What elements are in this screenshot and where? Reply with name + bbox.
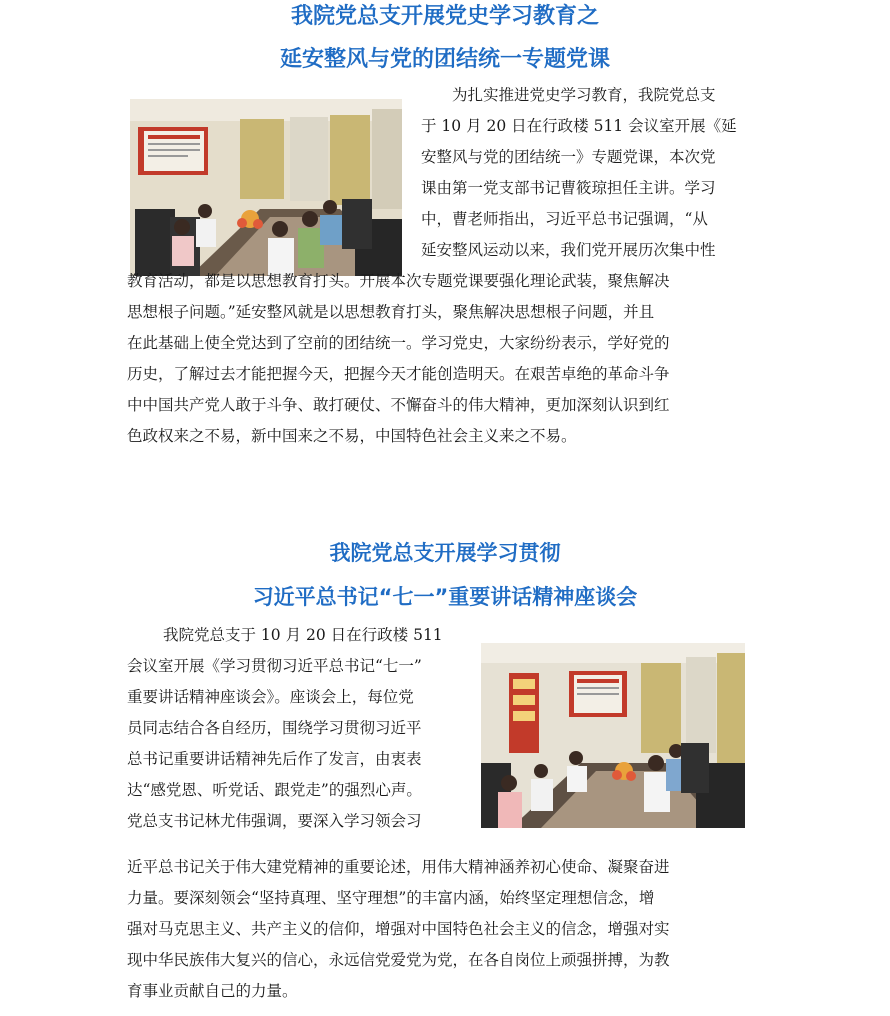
article2-line: 总书记重要讲话精神先后作了发言，由衷表	[127, 750, 422, 768]
article2-line: 育事业贡献自己的力量。	[127, 982, 298, 1000]
article2-line: 现中华民族伟大复兴的信心，永远信党爱党为党，在各自岗位上顽强拼搏，为教	[127, 951, 670, 969]
article1-line: 课由第一党支部书记曹筱琼担任主讲。学习	[421, 179, 716, 197]
article2-line: 会议室开展《学习贯彻习近平总书记“七一”	[127, 657, 422, 675]
article2-line: 强对马克思主义、共产主义的信仰，增强对中国特色社会主义的信念，增强对实	[127, 920, 670, 938]
article1-full-lines	[127, 266, 755, 452]
article2-line: 力量。要深刻领会“坚持真理、坚守理想”的丰富内涵，始终坚定理想信念，增	[127, 889, 655, 907]
article2-title-line1: 我院党总支开展学习贯彻	[329, 541, 561, 565]
article1-line: 中，曹老师指出，习近平总书记强调，“从	[421, 210, 708, 228]
article2-line: 员同志结合各自经历，围绕学习贯彻习近平	[127, 719, 422, 737]
article2-line: 达“感党恩、听党话、跟党走”的强烈心声。	[127, 781, 422, 799]
article2-line: 党总支书记林尤伟强调，要深入学习领会习	[127, 812, 422, 830]
article1-line: 思想根子问题。”延安整风就是以思想教育打头，聚焦解决思想根子问题，并且	[127, 303, 655, 321]
article1-title-line1: 我院党总支开展党史学习教育之	[290, 4, 599, 29]
article1-line: 在此基础上使全党达到了空前的团结统一。学习党史，大家纷纷表示，学好党的	[127, 334, 670, 352]
article2-wrap-lines	[127, 620, 467, 837]
article1-paragraph-wrap	[421, 80, 753, 111]
article1-line: 历史，了解过去才能把握今天，把握今天才能创造明天。在艰苦卓绝的革命斗争	[127, 365, 670, 383]
article1-line: 于 10 月 20 日在行政楼 511 会议室开展《延	[421, 117, 737, 135]
article1-line: 为扎实推进党史学习教育，我院党总支	[452, 86, 716, 104]
article2-meeting-photo	[481, 643, 745, 828]
article2-full-lines	[127, 852, 755, 1007]
article1-line: 色政权来之不易，新中国来之不易，中国特色社会主义来之不易。	[127, 427, 577, 445]
article1-meeting-photo	[130, 99, 402, 276]
article1-line: 中中国共产党人敢于斗争、敢打硬仗、不懈奋斗的伟大精神，更加深刻认识到红	[127, 396, 670, 414]
article2-line: 我院党总支于 10 月 20 日在行政楼 511	[163, 626, 443, 644]
article2-line: 重要讲话精神座谈会》。座谈会上，每位党	[127, 688, 414, 706]
article1-line: 延安整风运动以来，我们党开展历次集中性	[421, 241, 716, 259]
article1-title-line2: 延安整风与党的团结统一专题党课	[279, 47, 610, 72]
article1-line: 教育活动，都是以思想教育打头。开展本次专题党课要强化理论武装，聚焦解决	[127, 272, 670, 290]
article2-line: 近平总书记关于伟大建党精神的重要论述，用伟大精神涵养初心使命、凝聚奋进	[127, 858, 670, 876]
article1-wrap-lines	[421, 111, 753, 266]
article1-line: 安整风与党的团结统一》专题党课，本次党	[421, 148, 716, 166]
article2-title-line2: 习近平总书记“七一”重要讲话精神座谈会	[252, 585, 638, 609]
